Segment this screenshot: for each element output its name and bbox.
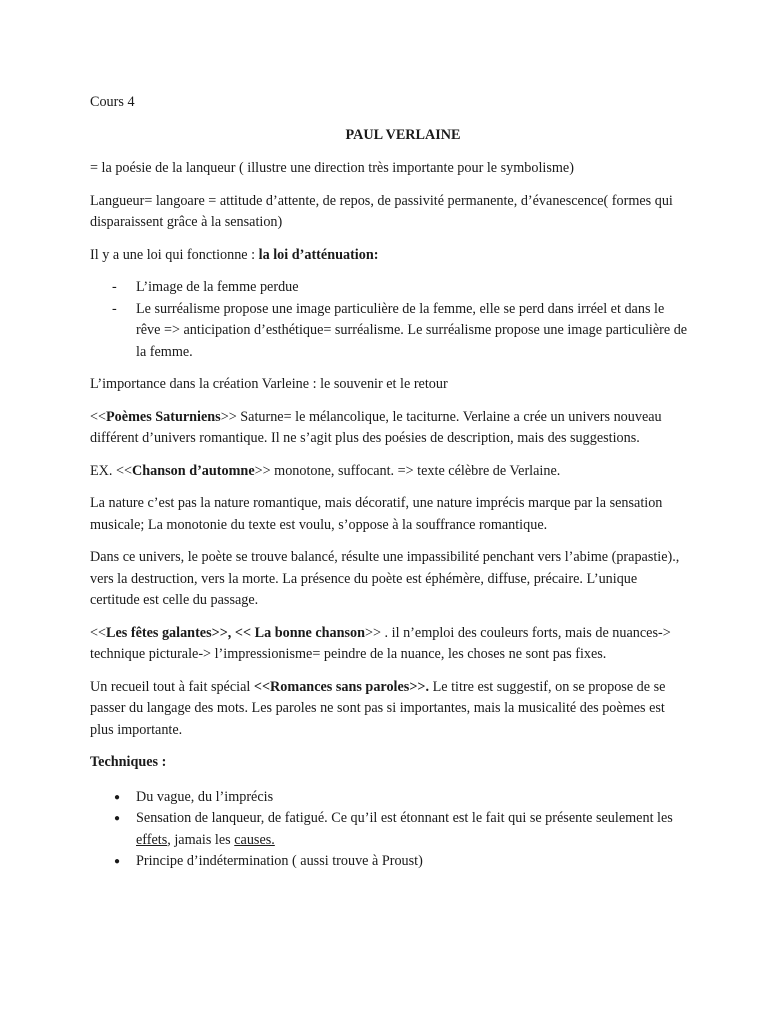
poemes-text: Saturne= le mélancolique, le taciturne. Verlaine a crée un univers nouveau différent d’univers romantique. Il ne s’agit plus des poésies de description, mais des suggestions. bbox=[90, 408, 662, 446]
list-item bbox=[90, 808, 690, 851]
dash-marker: - bbox=[112, 300, 117, 317]
poemes-title: Poèmes Saturniens bbox=[106, 408, 221, 425]
bullet-icon: ● bbox=[114, 791, 121, 803]
fetes-separator: >>, << bbox=[211, 624, 255, 641]
effets-underlined: effets bbox=[136, 831, 168, 848]
list-item-text: L’image de la femme perdue bbox=[136, 279, 299, 295]
importance-paragraph: L’importance dans la création Varleine : le souvenir et le retour bbox=[90, 376, 448, 392]
list-item-text bbox=[136, 810, 673, 848]
document-page bbox=[90, 92, 690, 873]
bullet-icon: ● bbox=[114, 813, 121, 824]
recueil-text: Le titre est suggestif, on se propose de se passer du langage des mots. Les paroles ne sont pas si importantes, mais la musicalité des poèmes est plus importante. bbox=[90, 678, 666, 738]
example-prefix: EX. << bbox=[90, 462, 133, 479]
item2-text-before: Sensation de lanqueur, de fatigué. Ce qu’il est étonnant est le fait qui se présente seulement les bbox=[136, 810, 673, 826]
recueil-text-before: Un recueil tout à fait spécial bbox=[90, 678, 254, 695]
example-paragraph bbox=[90, 461, 690, 483]
loi-paragraph bbox=[90, 245, 690, 267]
techniques-heading bbox=[90, 752, 690, 774]
fetes-open: << bbox=[90, 624, 107, 641]
list-item bbox=[90, 277, 690, 299]
nature-paragraph: La nature c’est pas la nature romantique, mais décoratif, une nature imprécis marque par la sensation musicale; La monotonie du texte est voulu, s’oppose à la souffrance romantique. bbox=[90, 495, 663, 533]
poemes-close: >> bbox=[220, 408, 237, 425]
bonne-chanson-title: La bonne chanson bbox=[254, 624, 365, 641]
causes-underlined: causes. bbox=[234, 831, 275, 848]
example-text: >> monotone, suffocant. => texte célèbre de Verlaine. bbox=[254, 462, 561, 479]
recueil-paragraph bbox=[90, 677, 690, 742]
poemes-open: << bbox=[90, 408, 107, 425]
bullet-icon: ● bbox=[114, 856, 121, 867]
fetes-paragraph bbox=[90, 623, 690, 666]
list-item-text: Le surréalisme propose une image particulière de la femme, elle se perd dans irréel et dans le rêve => anticipation d’esthétique= surréalisme. Le surréalisme propose une image particulière de la femme. bbox=[136, 300, 688, 360]
dash-list bbox=[90, 277, 690, 363]
list-item bbox=[90, 851, 690, 873]
loi-bold: la loi d’atténuation: bbox=[258, 246, 379, 263]
techniques-heading-text: Techniques : bbox=[90, 754, 167, 770]
poemes-paragraph bbox=[90, 407, 690, 450]
fetes-text: >> . il n’emploi des couleurs forts, mais de nuances-> technique picturale-> l’impressionisme= peindre de la nuance, les choses ne sont pas fixes. bbox=[90, 624, 671, 662]
univers-paragraph: Dans ce univers, le poète se trouve balancé, résulte une impassibilité penchant vers l’abime (prapastie)., vers la destruction, vers la morte. La présence du poète est éphémère, diffuse, précaire. L’unique certitude est celle du passage. bbox=[90, 549, 680, 608]
list-item-text: Principe d’indétermination ( aussi trouve à Proust) bbox=[136, 853, 423, 869]
techniques-list bbox=[90, 787, 690, 873]
list-item-text: Du vague, du l’imprécis bbox=[136, 788, 274, 805]
example-title: Chanson d’automne bbox=[132, 462, 255, 479]
list-item bbox=[90, 299, 690, 364]
intro-paragraph: = la poésie de la lanqueur ( illustre une direction très importante pour le symbolisme) bbox=[90, 160, 574, 176]
langueur-paragraph: Langueur= langoare = attitude d’attente, de repos, de passivité permanente, d’évanescence( formes qui disparaissent grâce à la sensation) bbox=[90, 192, 673, 230]
list-item bbox=[90, 787, 690, 809]
item2-text-mid: , jamais les bbox=[167, 831, 235, 848]
course-label: Cours 4 bbox=[90, 94, 135, 110]
dash-marker: - bbox=[112, 279, 117, 295]
recueil-title: <<Romances sans paroles>>. bbox=[253, 678, 430, 695]
loi-text: Il y a une loi qui fonctionne : bbox=[90, 246, 259, 263]
fetes-title: Les fêtes galantes bbox=[106, 624, 212, 641]
page-title: PAUL VERLAINE bbox=[345, 126, 461, 143]
